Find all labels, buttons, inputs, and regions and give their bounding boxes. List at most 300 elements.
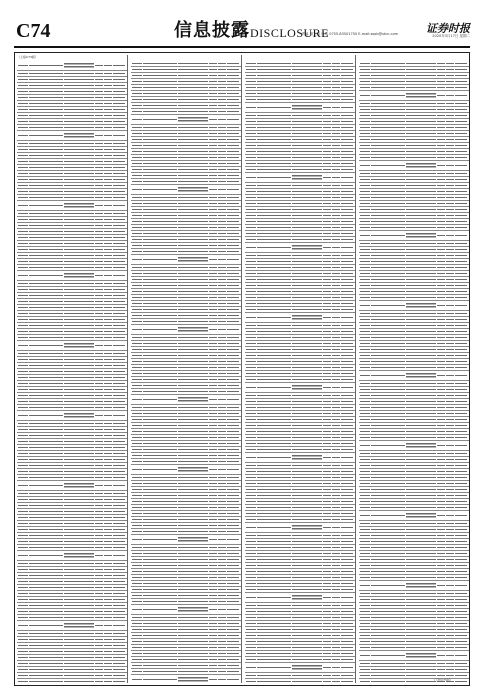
table-cell (29, 485, 63, 487)
table-cell (371, 337, 405, 339)
table-cell (406, 185, 436, 187)
table-cell (292, 169, 322, 171)
table-cell (64, 541, 94, 543)
table-cell (446, 127, 454, 129)
table-row (17, 411, 127, 421)
table-cell (218, 407, 226, 409)
table-cell (178, 489, 208, 491)
table-cell (341, 559, 353, 561)
table-cell (178, 233, 208, 235)
table-cell (227, 623, 239, 625)
table-cell (292, 115, 322, 117)
table-cell (292, 343, 322, 345)
column-caption (245, 55, 355, 60)
table-cell (455, 367, 467, 369)
table-cell (332, 361, 340, 363)
table-cell (246, 653, 256, 655)
table-cell (178, 181, 208, 183)
table-cell (209, 111, 217, 113)
table-cell (406, 565, 436, 567)
table-cell (371, 313, 405, 315)
table-cell (209, 595, 217, 597)
table-cell (371, 305, 405, 307)
table-cell (371, 81, 405, 83)
table-cell (143, 127, 177, 129)
table-cell (132, 221, 142, 223)
table-cell (437, 523, 445, 525)
table-cell (446, 331, 454, 333)
table-cell (292, 641, 322, 643)
table-cell (64, 657, 94, 659)
table-cell (437, 179, 445, 181)
table-cell (64, 307, 94, 309)
table-cell (104, 415, 112, 417)
table-cell (371, 565, 405, 567)
table-cell (332, 597, 340, 599)
table-cell (209, 329, 217, 331)
table-cell (360, 571, 370, 573)
table-cell (292, 69, 322, 71)
table-cell (29, 225, 63, 227)
table-cell (257, 483, 291, 485)
table-cell (218, 197, 226, 199)
table-cell (143, 297, 177, 299)
table-cell (209, 513, 217, 515)
table-cell (323, 169, 331, 171)
table-cell (406, 437, 436, 439)
table-cell (332, 395, 340, 397)
table-cell (446, 139, 454, 141)
table-cell (292, 489, 322, 491)
table-cell (332, 121, 340, 123)
table-cell (104, 359, 112, 361)
table-cell (246, 577, 256, 579)
table-cell (446, 445, 454, 447)
table-cell (113, 275, 125, 277)
table-cell (257, 675, 291, 677)
table-cell (209, 273, 217, 275)
table-cell (446, 495, 454, 497)
table-cell (218, 641, 226, 643)
table-cell (178, 139, 208, 141)
table-cell (64, 219, 94, 221)
table-cell (132, 635, 142, 637)
table-cell (104, 127, 112, 129)
table-cell (341, 565, 353, 567)
table-cell (406, 611, 436, 613)
table-cell (113, 547, 125, 549)
table-cell (227, 609, 239, 611)
table-cell (143, 665, 177, 667)
table-cell (113, 237, 125, 239)
table-cell (371, 197, 405, 199)
table-cell (437, 361, 445, 363)
table-cell (455, 215, 467, 217)
table-cell (292, 455, 322, 460)
table-cell (360, 69, 370, 71)
table-cell (143, 539, 177, 541)
table-cell (323, 157, 331, 159)
table-cell (360, 477, 370, 479)
table-cell (178, 653, 208, 655)
table-cell (455, 471, 467, 473)
table-cell (323, 437, 331, 439)
table-cell (292, 63, 322, 65)
table-cell (360, 103, 370, 105)
table-cell (246, 659, 256, 661)
table-cell (29, 85, 63, 87)
table-cell (95, 121, 103, 123)
table-cell (178, 617, 208, 619)
table-cell (143, 629, 177, 631)
table-cell (406, 103, 436, 105)
table-cell (209, 197, 217, 199)
table-cell (104, 517, 112, 519)
table-cell (406, 583, 436, 588)
table-cell (257, 177, 291, 179)
table-cell (246, 425, 256, 427)
table-cell (218, 93, 226, 95)
table-cell (64, 337, 94, 339)
table-cell (371, 343, 405, 345)
table-cell (95, 135, 103, 137)
table-cell (446, 109, 454, 111)
table-cell (341, 401, 353, 403)
table-cell (406, 577, 436, 579)
table-cell (209, 209, 217, 211)
table-cell (113, 593, 125, 595)
table-cell (227, 469, 239, 471)
table-cell (18, 191, 28, 193)
table-cell (178, 321, 208, 323)
table-cell (332, 267, 340, 269)
table-cell (257, 471, 291, 473)
table-cell (218, 469, 226, 471)
table-cell (332, 75, 340, 77)
table-cell (257, 431, 291, 433)
table-cell (18, 599, 28, 601)
table-cell (292, 583, 322, 585)
table-cell (18, 471, 28, 473)
table-cell (246, 191, 256, 193)
table-cell (455, 523, 467, 525)
table-cell (323, 571, 331, 573)
table-cell (446, 623, 454, 625)
table-cell (178, 221, 208, 223)
table-cell (218, 507, 226, 509)
table-cell (406, 529, 436, 531)
table-cell (455, 331, 467, 333)
table-cell (371, 623, 405, 625)
table-cell (18, 657, 28, 659)
table-cell (323, 559, 331, 561)
table-cell (227, 127, 239, 129)
table-cell (209, 169, 217, 171)
table-row (131, 535, 241, 545)
table-cell (323, 139, 331, 141)
table-cell (332, 589, 340, 591)
table-cell (371, 375, 405, 377)
table-cell (341, 93, 353, 95)
table-cell (227, 437, 239, 439)
table-cell (246, 565, 256, 567)
table-cell (178, 367, 208, 369)
table-cell (227, 303, 239, 305)
table-cell (18, 669, 28, 671)
table-cell (132, 385, 142, 387)
table-cell (104, 593, 112, 595)
table-cell (132, 105, 142, 107)
table-cell (455, 165, 467, 167)
table-cell (113, 219, 125, 221)
table-cell (18, 219, 28, 221)
table-cell (292, 465, 322, 467)
table-cell (446, 669, 454, 671)
table-cell (95, 109, 103, 111)
table-cell (178, 635, 208, 637)
table-cell (178, 501, 208, 503)
table-cell (246, 605, 256, 607)
table-cell (218, 169, 226, 171)
table-cell (332, 519, 340, 521)
table-cell (332, 309, 340, 311)
table-cell (178, 267, 208, 269)
table-cell (323, 495, 331, 497)
table-cell (178, 361, 208, 363)
table-cell (406, 507, 436, 509)
table-cell (437, 655, 445, 657)
table-cell (227, 227, 239, 229)
table-cell (437, 407, 445, 409)
table-cell (341, 507, 353, 509)
table-cell (323, 565, 331, 567)
table-cell (227, 285, 239, 287)
table-cell (178, 75, 208, 77)
table-cell (29, 415, 63, 417)
table-cell (132, 373, 142, 375)
table-cell (332, 331, 340, 333)
table-cell (18, 645, 28, 647)
table-cell (95, 535, 103, 537)
table-cell (143, 321, 177, 323)
table-cell (178, 209, 208, 211)
table-cell (257, 221, 291, 223)
table-cell (257, 419, 291, 421)
table-cell (246, 349, 256, 351)
table-cell (446, 157, 454, 159)
table-cell (64, 505, 94, 507)
table-cell (18, 511, 28, 513)
table-cell (437, 647, 445, 649)
table-cell (360, 401, 370, 403)
table-cell (143, 391, 177, 393)
table-cell (446, 325, 454, 327)
table-cell (455, 541, 467, 543)
table-cell (95, 415, 103, 417)
table-cell (29, 91, 63, 93)
table-cell (18, 261, 28, 263)
table-cell (292, 501, 322, 503)
table-cell (323, 63, 331, 65)
table-cell (371, 507, 405, 509)
table-cell (257, 121, 291, 123)
table-cell (455, 577, 467, 579)
table-cell (455, 63, 467, 65)
table-cell (227, 233, 239, 235)
table-cell (455, 495, 467, 497)
table-cell (360, 453, 370, 455)
table-cell (95, 255, 103, 257)
table-cell (113, 447, 125, 449)
table-cell (332, 239, 340, 241)
table-cell (455, 361, 467, 363)
table-column-4 (359, 55, 469, 683)
table-cell (437, 255, 445, 257)
table-cell (104, 85, 112, 87)
table-cell (323, 227, 331, 229)
table-cell (406, 349, 436, 351)
table-cell (246, 431, 256, 433)
table-cell (132, 653, 142, 655)
table-cell (292, 309, 322, 311)
table-cell (360, 681, 370, 683)
table-cell (371, 629, 405, 631)
table-cell (437, 401, 445, 403)
table-cell (113, 581, 125, 583)
table-cell (218, 635, 226, 637)
table-cell (406, 367, 436, 369)
table-cell (371, 495, 405, 497)
table-cell (257, 209, 291, 211)
table-cell (132, 227, 142, 229)
table-cell (292, 395, 322, 397)
table-cell (437, 571, 445, 573)
table-cell (18, 249, 28, 251)
table-cell (64, 623, 94, 628)
table-cell (143, 449, 177, 451)
table-cell (371, 151, 405, 153)
table-cell (218, 419, 226, 421)
table-cell (446, 413, 454, 415)
table-cell (218, 139, 226, 141)
table-cell (341, 583, 353, 585)
table-cell (257, 571, 291, 573)
table-cell (360, 495, 370, 497)
table-cell (104, 295, 112, 297)
table-cell (18, 605, 28, 607)
table-cell (227, 507, 239, 509)
table-cell (371, 477, 405, 479)
table-cell (209, 469, 217, 471)
table-cell (292, 361, 322, 363)
table-cell (292, 99, 322, 101)
table-cell (104, 243, 112, 245)
table-cell (246, 81, 256, 83)
table-cell (64, 343, 94, 348)
table-cell (143, 595, 177, 597)
table-cell (341, 209, 353, 211)
table-cell (332, 145, 340, 147)
table-cell (446, 285, 454, 287)
table-cell (132, 111, 142, 113)
table-cell (218, 647, 226, 649)
table-cell (64, 295, 94, 297)
table-cell (18, 477, 28, 479)
table-cell (455, 121, 467, 123)
table-cell (95, 359, 103, 361)
table-cell (132, 93, 142, 95)
table-cell (218, 501, 226, 503)
table-cell (132, 285, 142, 287)
table-cell (332, 483, 340, 485)
table-cell (332, 343, 340, 345)
table-cell (218, 385, 226, 387)
table-cell (113, 529, 125, 531)
table-cell (371, 215, 405, 217)
table-cell (332, 337, 340, 339)
table-cell (446, 425, 454, 427)
table-cell (18, 447, 28, 449)
table-cell (257, 527, 291, 529)
table-cell (132, 87, 142, 89)
table-cell (446, 489, 454, 491)
table-cell (218, 559, 226, 561)
table-cell (64, 429, 94, 431)
table-cell (113, 569, 125, 571)
table-cell (178, 69, 208, 71)
table-cell (95, 331, 103, 333)
table-cell (113, 377, 125, 379)
table-cell (227, 425, 239, 427)
table-cell (341, 681, 353, 683)
table-cell (371, 361, 405, 363)
table-cell (218, 297, 226, 299)
table-cell (132, 539, 142, 541)
table-row (131, 605, 241, 615)
table-cell (292, 233, 322, 235)
table-cell (104, 91, 112, 93)
table-cell (246, 75, 256, 77)
table-cell (113, 283, 125, 285)
table-cell (209, 303, 217, 305)
table-cell (437, 235, 445, 237)
table-cell (104, 313, 112, 315)
table-cell (143, 431, 177, 433)
table-cell (104, 611, 112, 613)
table-cell (437, 297, 445, 299)
table-cell (323, 501, 331, 503)
table-cell (29, 185, 63, 187)
table-cell (113, 91, 125, 93)
table-cell (332, 675, 340, 677)
table-cell (29, 493, 63, 495)
table-cell (360, 109, 370, 111)
table-cell (18, 283, 28, 285)
table-cell (143, 553, 177, 555)
table-cell (29, 325, 63, 327)
table-cell (18, 85, 28, 87)
table-cell (371, 407, 405, 409)
table-cell (143, 531, 177, 533)
table-cell (95, 529, 103, 531)
table-cell (209, 119, 217, 121)
table-cell (341, 127, 353, 129)
table-cell (95, 249, 103, 251)
table-cell (446, 203, 454, 205)
table-cell (292, 681, 322, 683)
table-cell (341, 81, 353, 83)
table-cell (406, 243, 436, 245)
